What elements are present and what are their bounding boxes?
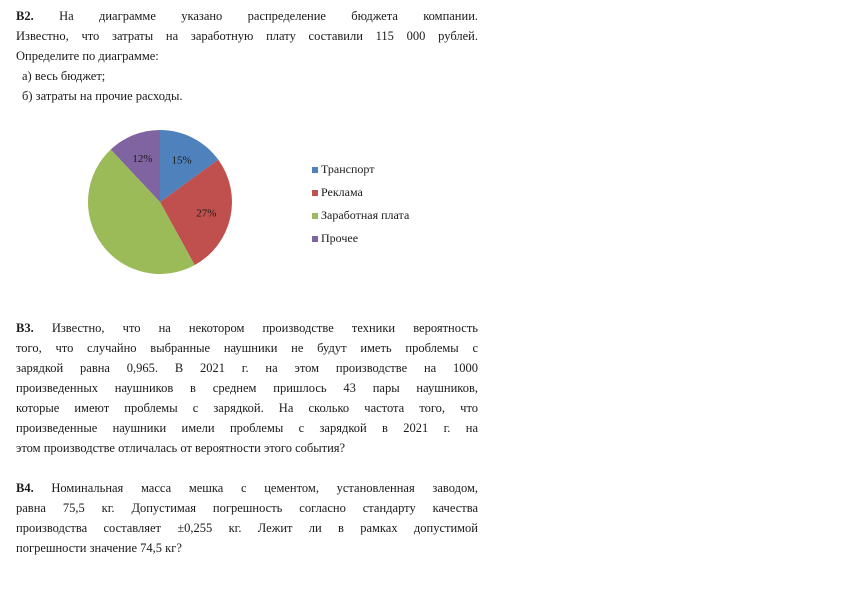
legend-label-salary: Заработная плата [321, 208, 410, 222]
task-b3 [16, 318, 478, 458]
legend-swatch-advertising [312, 190, 318, 196]
task-b4 [16, 478, 478, 558]
budget-pie-chart [80, 122, 250, 282]
task-b3-line-6: произведенные наушники имели проблемы с зарядкой в 2021 г. на [16, 421, 478, 435]
task-b2-item-b: б) затраты на прочие расходы. [22, 89, 183, 103]
legend-label-advertising: Реклама [321, 185, 363, 199]
task-b2-label: В2. [16, 9, 34, 23]
task-b2-item-a: а) весь бюджет; [22, 69, 106, 83]
task-b3-line-2: того, что случайно выбранные наушники не будут иметь проблемы с [16, 341, 478, 355]
task-b3-label: В3. [16, 321, 34, 335]
legend-label-transport: Транспорт [321, 162, 375, 176]
task-b3-line-5: которые имеют проблемы с зарядкой. На сколько частота того, что [16, 401, 478, 415]
task-b4-line-4: погрешности значение 74,5 кг? [16, 541, 182, 555]
legend-label-other: Прочее [321, 231, 359, 245]
legend-item-other [312, 227, 409, 250]
pie-label-other: 12% [132, 152, 153, 165]
task-b3-line-4: произведенных наушников в среднем пришлось 43 пары наушников, [16, 381, 478, 395]
legend-swatch-other [312, 236, 318, 242]
task-b2-line-3: Определите по диаграмме: [16, 49, 159, 63]
legend-swatch-salary [312, 213, 318, 219]
legend-item-salary [312, 204, 409, 227]
task-b3-line-1: В3. Известно, что на некотором производстве техники вероятность [16, 321, 479, 335]
pie-label-transport: 15% [171, 154, 192, 167]
task-b4-line-1: В4. Номинальная масса мешка с цементом, установленная заводом, [16, 481, 478, 495]
task-b2-line-1: В2. На диаграмме указано распределение бюджета компании. [16, 9, 479, 23]
legend-swatch-transport [312, 167, 318, 173]
task-b3-line-3: зарядкой равна 0,965. В 2021 г. на этом производстве на 1000 [16, 361, 478, 375]
task-b4-line-3: производства составляет ±0,255 кг. Лежит ли в рамках допустимой [16, 521, 478, 535]
chart-legend [312, 158, 409, 250]
task-b3-line-7: этом производстве отличалась от вероятности этого события? [16, 441, 346, 455]
task-b4-line-2: равна 75,5 кг. Допустимая погрешность согласно стандарту качества [16, 501, 478, 515]
task-b2 [16, 6, 478, 106]
pie-label-advertising: 27% [196, 207, 217, 220]
legend-item-advertising [312, 181, 409, 204]
task-b4-label: В4. [16, 481, 34, 495]
legend-item-transport [312, 158, 409, 181]
task-b2-line-2: Известно, что затраты на заработную плату составили 115 000 рублей. [16, 29, 478, 43]
